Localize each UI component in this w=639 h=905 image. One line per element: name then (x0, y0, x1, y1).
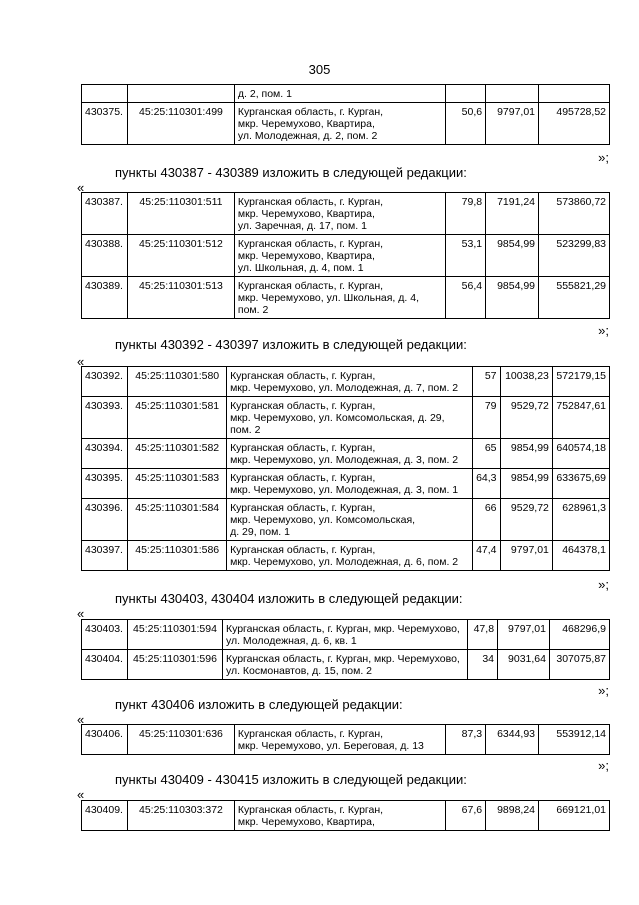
cadastral-number-cell: 45:25:110301:512 (127, 235, 234, 277)
cadastral-value-cell: 307075,87 (549, 650, 609, 680)
cadastral-value-cell: 555821,29 (539, 277, 610, 319)
opening-quote: « (77, 354, 85, 369)
price-per-unit-cell: 9898,24 (486, 801, 539, 831)
cadastral-value-cell: 628961,3 (552, 499, 609, 541)
address-line: мкр. Черемухово, Квартира, (237, 208, 375, 220)
address-line: мкр. Черемухово, ул. Комсомольская, (230, 514, 416, 526)
address-line: мкр. Черемухово, Квартира, (237, 118, 375, 130)
area-cell: 79,8 (446, 193, 486, 235)
closing-quote: »; (598, 323, 609, 338)
area-cell (446, 85, 486, 103)
table-row (82, 277, 610, 319)
address-line: мкр. Черемухово, ул. Молодежная, д. 3, пом. 2 (230, 454, 459, 466)
section-instruction: пункт 430406 изложить в следующей редакции: (115, 697, 403, 712)
registry-table (81, 800, 610, 831)
address-line: Курганская область, г. Курган, (237, 196, 384, 208)
address-line: ул. Космонавтов, д. 15, пом. 2 (225, 665, 373, 677)
address-cell (234, 725, 445, 755)
table-row (82, 367, 610, 397)
cadastral-number-cell: 45:25:110301:511 (127, 193, 234, 235)
price-per-unit-cell: 9854,99 (500, 469, 552, 499)
cadastral-value-cell (539, 85, 610, 103)
cadastral-number-cell: 45:25:110301:596 (127, 650, 222, 680)
table-row (82, 469, 610, 499)
address-line: Курганская область, г. Курган, мкр. Черемухово, (225, 623, 460, 635)
address-line: мкр. Черемухово, ул. Школьная, д. 4, (237, 292, 419, 304)
table-row (82, 103, 610, 145)
address-line: мкр. Черемухово, ул. Молодежная, д. 6, пом. 2 (230, 556, 459, 568)
table-row (82, 801, 610, 831)
area-cell: 53,1 (446, 235, 486, 277)
cadastral-number-cell: 45:25:110301:581 (128, 397, 227, 439)
address-cell (222, 650, 467, 680)
area-cell: 57 (472, 367, 500, 397)
cadastral-value-cell: 523299,83 (539, 235, 610, 277)
address-line: мкр. Черемухово, ул. Молодежная, д. 7, пом. 2 (230, 382, 459, 394)
item-number-cell: 430388. (82, 235, 128, 277)
address-line: Курганская область, г. Курган, (230, 472, 376, 484)
cadastral-value-cell: 633675,69 (552, 469, 609, 499)
cadastral-value-cell: 640574,18 (552, 439, 609, 469)
item-number-cell: 430395. (82, 469, 128, 499)
cadastral-value-cell: 752847,61 (552, 397, 609, 439)
price-per-unit-cell: 9854,99 (500, 439, 552, 469)
item-number-cell: 430397. (82, 541, 128, 571)
cadastral-value-cell: 553912,14 (539, 725, 610, 755)
address-cell (227, 499, 473, 541)
area-cell: 50,6 (446, 103, 486, 145)
area-cell: 66 (472, 499, 500, 541)
opening-quote: « (77, 787, 85, 802)
table-row (82, 193, 610, 235)
closing-quote: »; (598, 577, 609, 592)
table-row (82, 725, 610, 755)
opening-quote: « (77, 180, 85, 195)
closing-quote: »; (598, 683, 609, 698)
item-number-cell: 430394. (82, 439, 128, 469)
address-line: Курганская область, г. Курган, (230, 400, 376, 412)
address-cell (227, 541, 473, 571)
item-number-cell: 430393. (82, 397, 128, 439)
closing-quote: »; (598, 758, 609, 773)
opening-quote: « (77, 606, 85, 621)
address-cell (227, 469, 473, 499)
area-cell: 64,3 (472, 469, 500, 499)
item-number-cell: 430409. (82, 801, 128, 831)
address-line: пом. 2 (237, 304, 269, 316)
registry-table (81, 84, 610, 145)
address-line: д. 29, пом. 1 (230, 526, 290, 538)
area-cell: 34 (468, 650, 498, 680)
registry-table (81, 192, 610, 319)
price-per-unit-cell: 10038,23 (500, 367, 552, 397)
address-line: Курганская область, г. Курган, (230, 370, 376, 382)
price-per-unit-cell: 7191,24 (486, 193, 539, 235)
opening-quote: « (77, 712, 85, 727)
address-line: Курганская область, г. Курган, (237, 238, 384, 250)
price-per-unit-cell: 9529,72 (500, 397, 552, 439)
cadastral-number-cell: 45:25:110301:513 (127, 277, 234, 319)
address-cell (234, 85, 445, 103)
cadastral-number-cell: 45:25:110301:583 (128, 469, 227, 499)
cadastral-value-cell: 495728,52 (539, 103, 610, 145)
registry-table (81, 366, 610, 571)
cadastral-number-cell (127, 85, 234, 103)
address-line: д. 2, пом. 1 (237, 88, 292, 100)
price-per-unit-cell: 9529,72 (500, 499, 552, 541)
address-cell (234, 801, 445, 831)
address-line: Курганская область, г. Курган, (237, 106, 384, 118)
cadastral-value-cell: 573860,72 (539, 193, 610, 235)
cadastral-number-cell: 45:25:110301:636 (127, 725, 234, 755)
address-line: Курганская область, г. Курган, (230, 442, 376, 454)
area-cell: 67,6 (446, 801, 486, 831)
price-per-unit-cell: 9797,01 (500, 541, 552, 571)
address-line: Курганская область, г. Курган, мкр. Черемухово, (225, 653, 460, 665)
item-number-cell: 430375. (82, 103, 128, 145)
area-cell: 47,8 (468, 620, 498, 650)
registry-table (81, 619, 610, 680)
cadastral-number-cell: 45:25:110301:499 (127, 103, 234, 145)
area-cell: 65 (472, 439, 500, 469)
address-line: Курганская область, г. Курган, (237, 804, 384, 816)
cadastral-number-cell: 45:25:110301:580 (128, 367, 227, 397)
cadastral-number-cell: 45:25:110301:594 (127, 620, 222, 650)
address-line: мкр. Черемухово, ул. Береговая, д. 13 (237, 740, 424, 752)
address-cell (234, 277, 445, 319)
area-cell: 56,4 (446, 277, 486, 319)
section-instruction: пункты 430387 - 430389 изложить в следующей редакции: (115, 165, 467, 180)
address-cell (227, 367, 473, 397)
address-line: ул. Молодежная, д. 2, пом. 2 (237, 130, 378, 142)
table-row (82, 85, 610, 103)
address-line: Курганская область, г. Курган, (237, 728, 384, 740)
item-number-cell: 430404. (82, 650, 128, 680)
address-cell (234, 193, 445, 235)
address-cell (222, 620, 467, 650)
address-cell (227, 439, 473, 469)
price-per-unit-cell (486, 85, 539, 103)
table-row (82, 620, 610, 650)
item-number-cell: 430389. (82, 277, 128, 319)
cadastral-number-cell: 45:25:110301:584 (128, 499, 227, 541)
price-per-unit-cell: 9031,64 (498, 650, 550, 680)
cadastral-number-cell: 45:25:110301:586 (128, 541, 227, 571)
price-per-unit-cell: 9854,99 (486, 277, 539, 319)
table-row (82, 541, 610, 571)
item-number-cell: 430403. (82, 620, 128, 650)
cadastral-value-cell: 572179,15 (552, 367, 609, 397)
area-cell: 47,4 (472, 541, 500, 571)
address-line: Курганская область, г. Курган, (230, 544, 376, 556)
address-line: ул. Школьная, д. 4, пом. 1 (237, 262, 364, 274)
section-instruction: пункты 430392 - 430397 изложить в следующей редакции: (115, 337, 467, 352)
address-line: мкр. Черемухово, Квартира, (237, 816, 375, 828)
area-cell: 87,3 (446, 725, 486, 755)
table-row (82, 650, 610, 680)
address-line: ул. Заречная, д. 17, пом. 1 (237, 220, 367, 232)
item-number-cell: 430392. (82, 367, 128, 397)
table-row (82, 499, 610, 541)
table-row (82, 397, 610, 439)
section-instruction: пункты 430409 - 430415 изложить в следующей редакции: (115, 772, 467, 787)
section-instruction: пункты 430403, 430404 изложить в следующей редакции: (115, 591, 463, 606)
address-line: Курганская область, г. Курган, (230, 502, 376, 514)
cadastral-number-cell: 45:25:110301:582 (128, 439, 227, 469)
address-line: пом. 2 (230, 424, 261, 436)
address-cell (234, 103, 445, 145)
table-row (82, 439, 610, 469)
address-cell (227, 397, 473, 439)
item-number-cell (82, 85, 128, 103)
price-per-unit-cell: 9797,01 (486, 103, 539, 145)
address-line: ул. Молодежная, д. 6, кв. 1 (225, 635, 357, 647)
closing-quote: »; (598, 150, 609, 165)
item-number-cell: 430396. (82, 499, 128, 541)
address-cell (234, 235, 445, 277)
page-number: 305 (308, 62, 331, 77)
address-line: мкр. Черемухово, ул. Молодежная, д. 3, пом. 1 (230, 484, 459, 496)
table-row (82, 235, 610, 277)
address-line: мкр. Черемухово, Квартира, (237, 250, 375, 262)
item-number-cell: 430406. (82, 725, 128, 755)
cadastral-value-cell: 468296,9 (549, 620, 609, 650)
price-per-unit-cell: 9797,01 (498, 620, 550, 650)
cadastral-value-cell: 669121,01 (539, 801, 610, 831)
cadastral-value-cell: 464378,1 (552, 541, 609, 571)
address-line: мкр. Черемухово, ул. Комсомольская, д. 29, (230, 412, 445, 424)
area-cell: 79 (472, 397, 500, 439)
cadastral-number-cell: 45:25:110303:372 (127, 801, 234, 831)
price-per-unit-cell: 9854,99 (486, 235, 539, 277)
item-number-cell: 430387. (82, 193, 128, 235)
registry-table (81, 724, 610, 755)
price-per-unit-cell: 6344,93 (486, 725, 539, 755)
address-line: Курганская область, г. Курган, (237, 280, 384, 292)
